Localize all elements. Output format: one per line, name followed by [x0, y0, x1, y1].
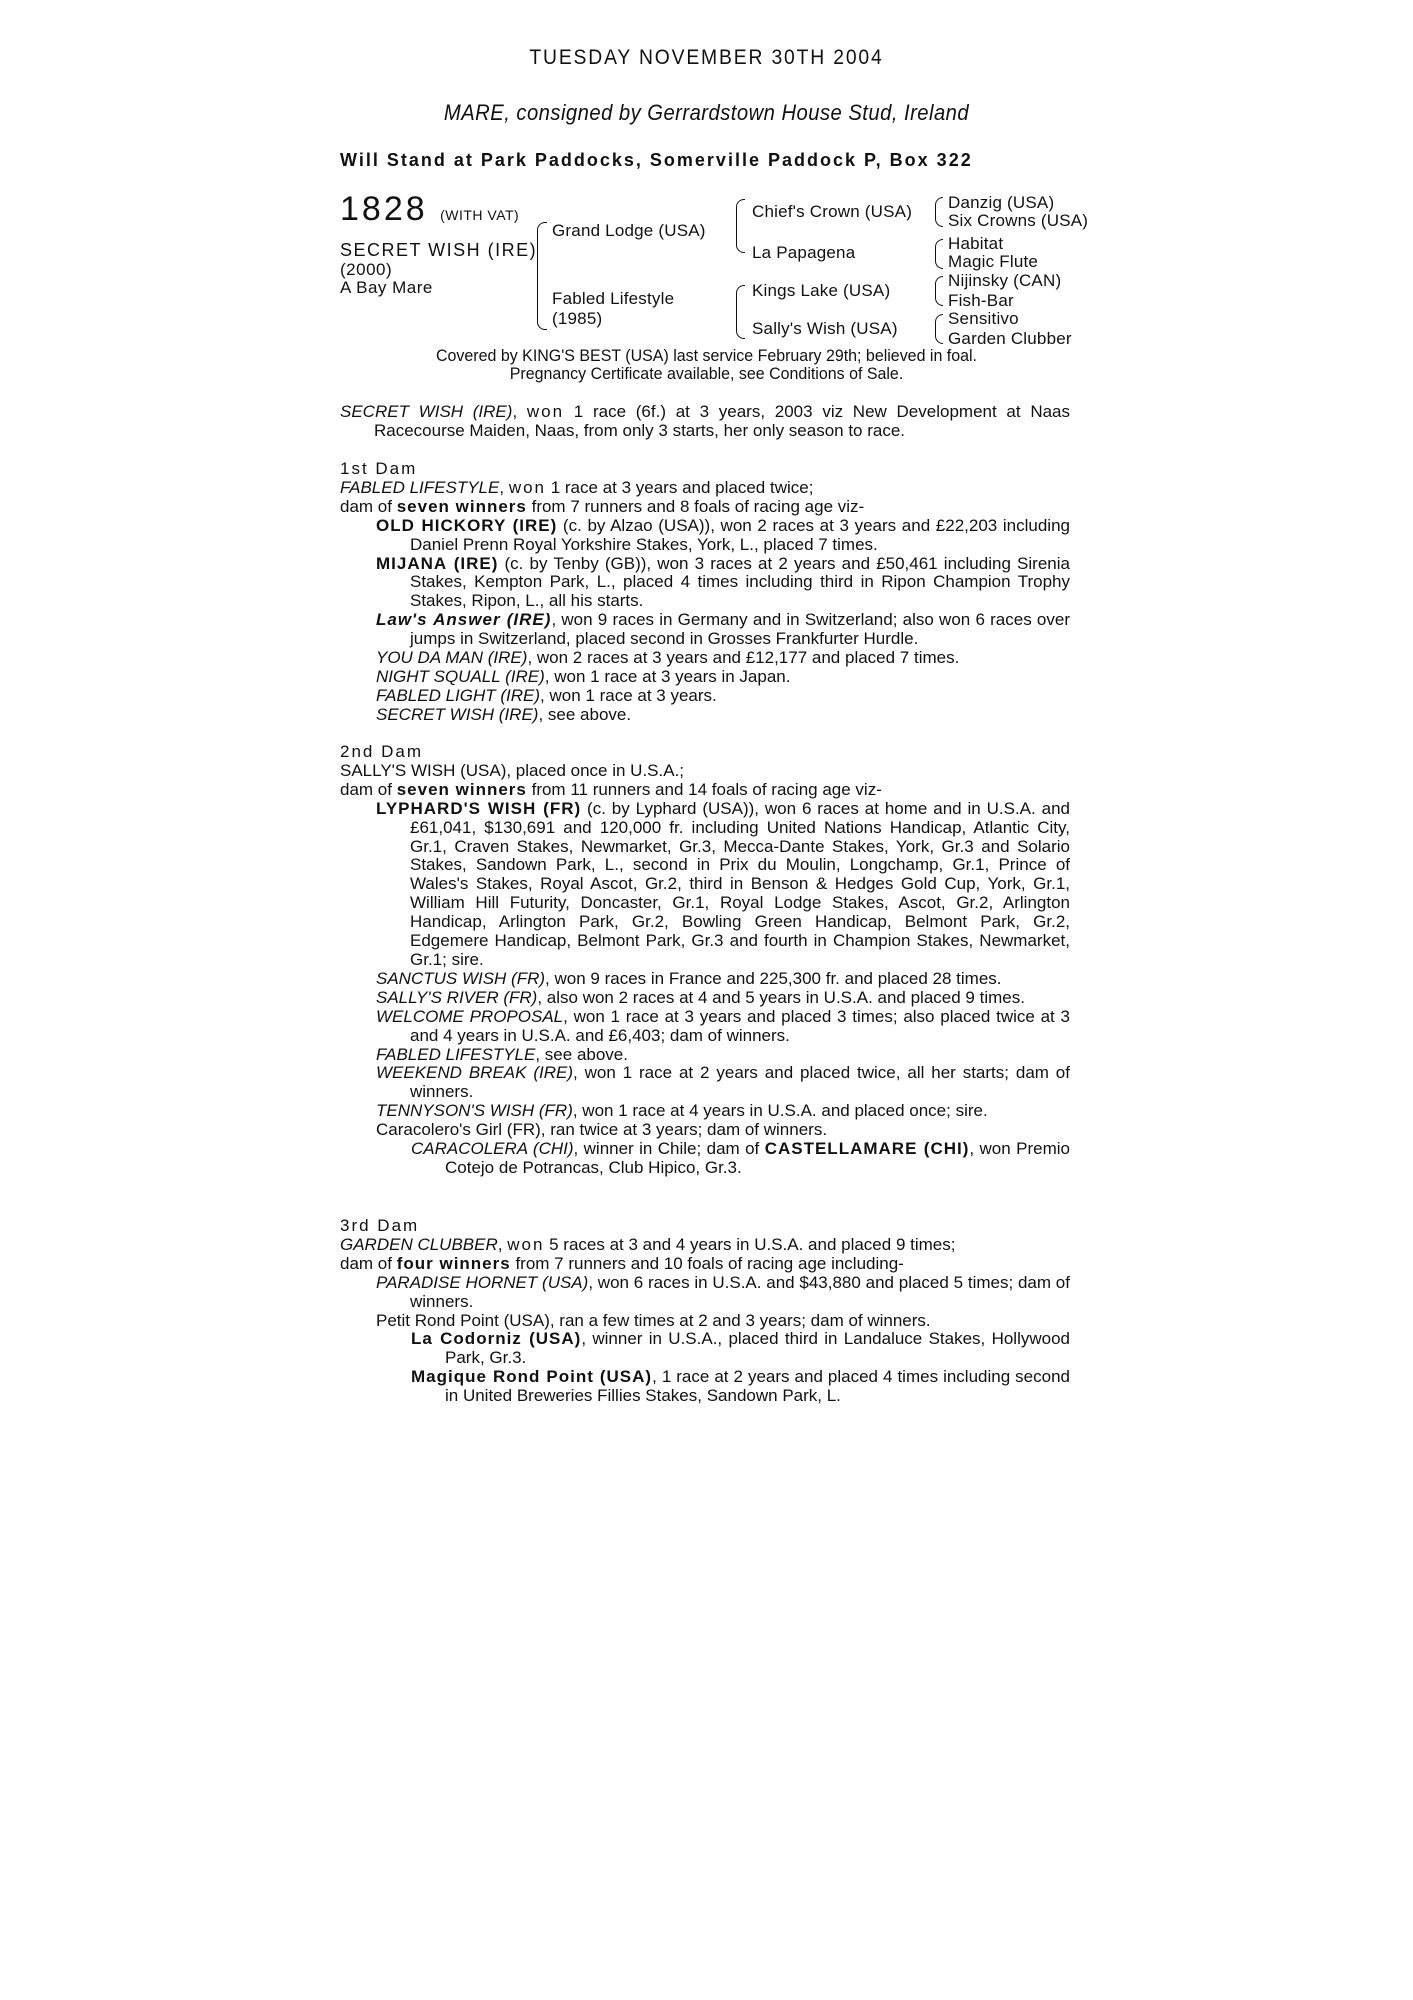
first-dam-name: FABLED LIFESTYLE [340, 477, 500, 497]
runners-foals: from 7 runners and 10 foals of racing age including- [510, 1253, 904, 1273]
list-item [340, 989, 1070, 1008]
entry-name: Magique Rond Point (USA) [411, 1367, 653, 1387]
entry-name: MIJANA (IRE) [376, 553, 499, 573]
entry-text: , won 1 race at 2 years and placed twice, all her starts; dam of winners. [410, 1063, 1070, 1102]
list-item [340, 1140, 1070, 1178]
list-item [340, 668, 1070, 687]
pedigree-g5: Nijinsky (CAN) [948, 271, 1062, 290]
list-item [340, 1064, 1070, 1102]
second-dam-record: SALLY'S WISH (USA), placed once in U.S.A.; [340, 760, 685, 780]
first-dam-heading: 1st Dam [340, 459, 418, 478]
entry-text: (c. by Lyphard (USA)), won 6 races at home and in U.S.A. and £61,041, $130,691 and 120,000 fr. including United Nations Handicap, Atlantic City, Gr.1, Craven Stakes, Newmarket, Gr.3, Mecca-Dante Stakes, York, Gr.3 and Solario Stakes, Sandown Park, L., second in Prix du Moulin, Longchamp, Gr.1, Prince of Wales's Stakes, Royal Ascot, Gr.2, third in Benson & Hedges Gold Cup, York, Gr.1, William Hill Futurity, Doncaster, Gr.1, Royal Lodge Stakes, Ascot, Gr.2, Arlington Handicap, Arlington Park, Gr.2, Bowling Green Handicap, Belmont Park, Gr.2, Edgemere Handicap, Belmont Park, Gr.3 and fourth in Champion Stakes, Newmarket, Gr.1; sire. [410, 798, 1070, 969]
lot-number [340, 190, 519, 229]
entry-text: , won 1 race at 3 years. [540, 685, 717, 705]
entry-text: , see above. [535, 1044, 628, 1064]
list-item [340, 970, 1070, 989]
list-item [340, 1102, 1070, 1121]
pedigree-brace [537, 222, 547, 330]
second-dam-section [340, 743, 1070, 1178]
list-item [340, 517, 1070, 555]
first-dam-record: 1 race at 3 years and placed twice; [546, 477, 814, 497]
third-dam-section: 3rd Dam GARDEN CLUBBER, won 5 races at 3 and 4 years in U.S.A. and placed 9 times; dam of four winners from 7 runners and 10 foals of racing age including- PARADISE HORNET (USA), won 6 races in U.S.A. and $43,880 and placed 5 times; dam of winners. Petit Rond Point (USA), ran a few times at 2 and 3 years; dam of winners. La Codorniz (USA), winner in U.S.A., placed third in Landaluce Stakes, Hollywood Park, Gr.3. Magique Rond Point (USA), 1 race at 2 years and placed 4 times including second in United Breweries Fillies Stakes, Sandown Park, L. [340, 1216, 1071, 1406]
list-item [340, 1330, 1070, 1368]
entry-name: PARADISE HORNET (USA) [376, 1272, 589, 1292]
entry-text: , see above. [538, 704, 632, 724]
entry-name: SALLY'S RIVER (FR) [376, 987, 538, 1007]
list-item [340, 555, 1070, 612]
covered-note: Covered by KING'S BEST (USA) last service February 29th; believed in foal. [436, 346, 977, 365]
pedigree-brace [935, 239, 943, 269]
entry-text: , won 1 race at 4 years in U.S.A. and placed once; sire. [572, 1101, 988, 1121]
entry-name: CARACOLERA (CHI) [411, 1139, 574, 1159]
entry-name: SANCTUS WISH (FR) [376, 968, 546, 988]
list-item [340, 1368, 1070, 1406]
pedigree-sire-sire: Chief's Crown (USA) [752, 202, 913, 221]
runners-foals: from 7 runners and 8 foals of racing age viz- [526, 496, 865, 516]
intro-text: 1 race (6f.) at 3 years, 2003 viz New Development at Naas Racecourse Maiden, Naas, from only 3 starts, her only season to race. [374, 402, 1071, 440]
entry-text: , won 6 races in U.S.A. and $43,880 and placed 5 times; dam of winners. [410, 1272, 1070, 1311]
pedigree-g3: Habitat [948, 234, 1004, 253]
second-dam-heading: 2nd Dam [340, 742, 423, 761]
pregnancy-note: Pregnancy Certificate available, see Conditions of Sale. [509, 364, 904, 383]
third-dam-won: won [507, 1234, 545, 1254]
dam-of-label: dam of [340, 1253, 397, 1273]
horse-name: SECRET WISH (IRE) [340, 240, 538, 260]
pedigree-dam-sire: Kings Lake (USA) [752, 281, 891, 300]
winners-count: seven winners [396, 496, 527, 516]
entry-name: Law's Answer (IRE) [376, 610, 552, 630]
pedigree-g6: Fish-Bar [948, 291, 1014, 310]
pedigree-g7: Sensitivo [948, 309, 1019, 328]
consignor-line: MARE, consigned by Gerrardstown House Stud, Ireland [443, 100, 970, 125]
third-dam-record: 5 races at 3 and 4 years in U.S.A. and placed 9 times; [544, 1234, 956, 1254]
entry-name: Petit Rond Point (USA) [376, 1310, 550, 1330]
intro-paragraph: SECRET WISH (IRE), won 1 race (6f.) at 3 years, 2003 viz New Development at Naas Racecourse Maiden, Naas, from only 3 starts, her only season to race. [340, 402, 1071, 440]
entry-text: , ran twice at 3 years; dam of winners. [540, 1120, 828, 1140]
entry-name: LYPHARD'S WISH (FR) [376, 798, 582, 818]
entry-name: YOU DA MAN (IRE) [376, 648, 528, 668]
entry-text: , winner in Chile; dam of [573, 1139, 765, 1159]
list-item [340, 706, 1070, 725]
list-item [340, 1008, 1070, 1046]
entry-text: , won 9 races in Germany and in Switzerland; also won 6 races over jumps in Switzerland, placed second in Grosses Frankfurter Hurdle. [410, 610, 1070, 649]
runners-foals: from 11 runners and 14 foals of racing age viz- [526, 779, 882, 799]
pedigree-brace [935, 314, 943, 344]
pedigree-g4: Magic Flute [948, 252, 1039, 271]
entry-text: , won 2 races at 3 years and £12,177 and placed 7 times. [527, 648, 960, 668]
entry-name: Caracolero's Girl (FR) [376, 1120, 541, 1140]
list-item [340, 800, 1070, 970]
intro-horse-name: SECRET WISH (IRE) [340, 402, 513, 421]
horse-description: A Bay Mare [340, 278, 433, 297]
entry-text: , won Premio Cotejo de Potrancas, Club Hipico, Gr.3. [445, 1139, 1070, 1177]
dam-of-label: dam of [340, 496, 397, 516]
pedigree-sire-dam: La Papagena [752, 243, 856, 262]
list-item [340, 1121, 1070, 1140]
entry-name: WELCOME PROPOSAL [376, 1006, 564, 1026]
stand-location: Will Stand at Park Paddocks, Somerville Paddock P, Box 322 [340, 150, 973, 170]
pedigree-g1: Danzig (USA) [948, 193, 1055, 212]
list-item [340, 1274, 1070, 1312]
list-item [340, 1046, 1070, 1065]
entry-name: NIGHT SQUALL (IRE) [376, 666, 545, 686]
third-dam-name: GARDEN CLUBBER [340, 1234, 498, 1254]
entry-text: , winner in U.S.A., placed third in Landaluce Stakes, Hollywood Park, Gr.3. [445, 1329, 1071, 1368]
pedigree-g2: Six Crowns (USA) [948, 211, 1089, 230]
entry-highlight: CASTELLAMARE (CHI) [764, 1139, 970, 1159]
entry-name: SECRET WISH (IRE) [376, 704, 539, 724]
pedigree-dam-dam: Sally's Wish (USA) [752, 319, 898, 338]
first-dam-section: 1st Dam FABLED LIFESTYLE, won 1 race at 3 years and placed twice; dam of seven winners from 7 runners and 8 foals of racing age viz- OLD HICKORY (IRE) (c. by Alzao (USA)), won 2 races at 3 years and £22,203 including Daniel Prenn Royal Yorkshire Stakes, York, L., placed 7 times. MIJANA (IRE) (c. by Tenby (GB)), won 3 races at 2 years and £50,461 including Sirenia Stakes, Kempton Park, L., placed 4 times including third in Ripon Champion Trophy Stakes, Ripon, L., all his starts. Law's Answer (IRE), won 9 races in Germany and in Switzerland; also won 6 races over jumps in Switzerland, placed second in Grosses Frankfurter Hurdle. YOU DA MAN (IRE), won 2 races at 3 years and £12,177 and placed 7 times. NIGHT SQUALL (IRE), won 1 race at 3 years in Japan. FABLED LIGHT (IRE), won 1 race at 3 years. SECRET WISH (IRE), see above. [340, 459, 1070, 724]
entry-text: , won 1 race at 3 years and placed 3 times; also placed twice at 3 and 4 years in U.S.A. and £6,403; dam of winners. [410, 1006, 1070, 1045]
horse-year: (2000) [340, 260, 393, 279]
vat-note: (WITH VAT) [440, 207, 520, 223]
list-item [340, 1312, 1070, 1331]
dam-of-label: dam of [340, 779, 397, 799]
entry-text: , 1 race at 2 years and placed 4 times including second in United Breweries Fillies Stakes, Sandown Park, L. [445, 1367, 1070, 1406]
entry-text: , also won 2 races at 4 and 5 years in U.S.A. and placed 9 times. [537, 987, 1025, 1007]
entry-name: WEEKEND BREAK (IRE) [376, 1063, 574, 1083]
pedigree-brace [736, 285, 745, 339]
pedigree-sire: Grand Lodge (USA) [552, 221, 706, 240]
list-item [340, 611, 1070, 649]
entry-text: , won 1 race at 3 years in Japan. [544, 666, 791, 686]
entry-name: TENNYSON'S WISH (FR) [376, 1101, 573, 1121]
entry-text: (c. by Alzao (USA)), won 2 races at 3 years and £22,203 including Daniel Prenn Royal Yorkshire Stakes, York, L., placed 7 times. [410, 515, 1070, 554]
sale-date: TUESDAY NOVEMBER 30TH 2004 [529, 46, 884, 69]
winners-count: four winners [396, 1253, 511, 1273]
pedigree-brace [935, 276, 943, 306]
entry-text: (c. by Tenby (GB)), won 3 races at 2 years and £50,461 including Sirenia Stakes, Kempton Park, L., placed 4 times including third in Ripon Champion Trophy Stakes, Ripon, L., all his starts. [410, 553, 1070, 611]
entry-text: , ran a few times at 2 and 3 years; dam of winners. [549, 1310, 931, 1330]
entry-name: FABLED LIFESTYLE [376, 1044, 536, 1064]
pedigree-brace [935, 197, 943, 227]
pedigree-g8: Garden Clubber [948, 329, 1072, 348]
list-item [340, 649, 1070, 668]
winners-count: seven winners [396, 779, 527, 799]
entry-name: OLD HICKORY (IRE) [376, 515, 558, 535]
lot-number-value: 1828 [340, 190, 428, 228]
first-dam-won: won [508, 477, 546, 497]
entry-text: , won 9 races in France and 225,300 fr. and placed 28 times. [545, 968, 1002, 988]
third-dam-heading: 3rd Dam [340, 1216, 420, 1235]
intro-won: won [526, 402, 565, 421]
list-item [340, 687, 1070, 706]
pedigree-dam: Fabled Lifestyle [552, 289, 675, 308]
entry-name: FABLED LIGHT (IRE) [376, 685, 541, 705]
entry-name: La Codorniz (USA) [411, 1329, 582, 1349]
pedigree-dam-year: (1985) [552, 309, 603, 328]
pedigree-brace [736, 199, 745, 253]
